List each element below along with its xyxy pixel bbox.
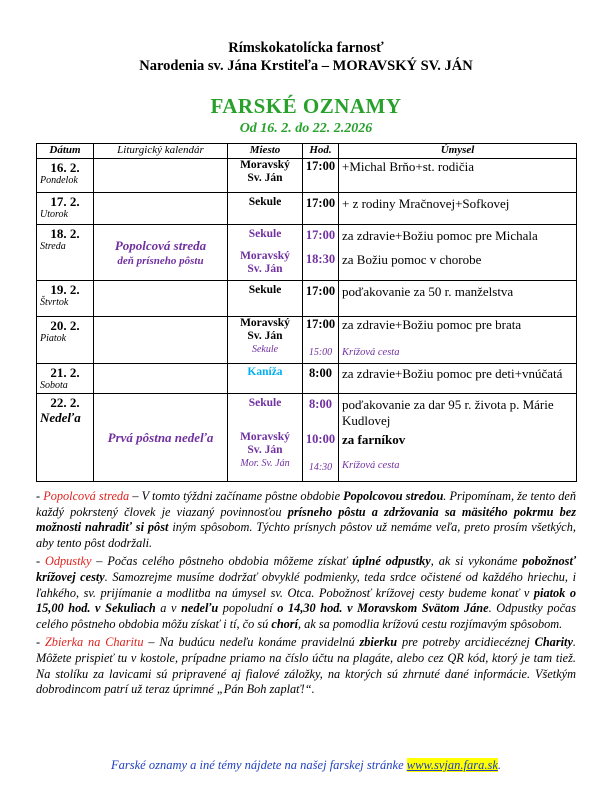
row-intention: poďakovanie za 50 r. manželstva [342, 284, 514, 299]
row-date: 17. 2. [50, 194, 80, 209]
row-time: 17:00 [305, 284, 336, 298]
row-time: 8:00 [309, 366, 332, 380]
date-range: Od 16. 2. do 22. 2.2026 [239, 121, 373, 136]
row-place: Sv. Ján [247, 444, 283, 456]
announcement-charity: - Zbierka na Charitu – Na budúcu nedeľu konáme pravidelnú zbierku pre potreby arcidiecéznej Charity. Môžete prispieť tu v kostole, prípadne priamo na číslo účtu na plagáte, alebo cez QR kód, ktorý je tam tiež. Na stolíku za lavicami sú pripravené aj fialové záložky, na ktorých sú zhrnuté dané informácie. Všetkým dobrodincom patrí už teraz úprimné „Pán Boh zaplať!“. [36, 635, 576, 697]
table-row [37, 225, 577, 281]
row-intention: poďakovanie za dar 95 r. života p. Márie [342, 397, 554, 412]
row-date: 20. 2. [50, 318, 80, 333]
announcement-text: – Počas celého pôstneho obdobia môžeme získať [91, 554, 353, 569]
row-place: Sekule [248, 196, 282, 208]
row-date: 21. 2. [50, 365, 80, 380]
row-intention: + z rodiny Mračnovej+Sofkovej [342, 196, 510, 211]
announcement-text: . Samozrejme musíme dodržať obvyklé podmienky, teda srdce očistené od každého hriechu, i ľahkého, sv. prijímanie a modlitba na úmysel sv. Otca. Pobožnosť krížovej cesty budeme konať v [36, 569, 576, 600]
announcement-text: , ak si vykonáme [430, 554, 523, 569]
row-intention: +Michal Brňo+st. rodičia [342, 159, 474, 174]
row-day: Pondelok [40, 175, 78, 186]
footer-text: Farské oznamy a iné témy nájdete na našej farskej stránke [111, 758, 407, 772]
row-place: Sekule [248, 397, 282, 409]
row-place: Moravský [240, 317, 290, 329]
announcement-text: Popolcovou stredou [343, 489, 444, 503]
announcement-text: nedeľu [181, 601, 219, 616]
liturgical-feast: Popolcová streda [114, 237, 207, 253]
row-time: 17:00 [305, 159, 336, 173]
parish-website-link[interactable]: www.svjan.fara.sk [406, 758, 498, 772]
row-place-secondary: Mor. Sv. Ján [240, 458, 290, 469]
row-intention: za Božiu pomoc v chorobe [342, 252, 482, 267]
table-header-row [37, 144, 577, 159]
row-time: 17:00 [305, 228, 336, 242]
footer [0, 758, 612, 773]
col-header-date: Dátum [37, 144, 94, 159]
row-place: Sekule [248, 228, 282, 240]
col-header-intention: Úmysel [339, 144, 577, 159]
row-time: 18:30 [305, 252, 336, 266]
row-place: Sv. Ján [247, 172, 283, 184]
announcement-text: , ak sa pomodlia krížovú cestu rozjímavým spôsobom. [298, 616, 563, 631]
row-day: Sobota [40, 380, 68, 391]
row-intention: za zdravie+Božiu pomoc pre deti+vnúčatá [342, 366, 563, 381]
announcement-ash-wednesday: - Popolcová streda – V tomto týždni začíname pôstne obdobie Popolcovou stredou. Pripomínam, že tento deň každý pokrstený človek je viazaný povinnosťou prísneho pôstu a zdržovania sa mäsitého pokrmu bez možnosti nahradiť si pôst iným spôsobom. Týchto prísnych pôstov už nemáme veľa, preto prosím všetkých, aby tento pôst dodržali. [36, 489, 577, 550]
announcement-text: a v [155, 601, 182, 616]
row-day: Utorok [40, 209, 68, 220]
announcement-text: zbierku [359, 635, 398, 650]
row-day: Štvrtok [40, 297, 69, 308]
col-header-hour: Hod. [303, 144, 339, 159]
announcement-text: . Odpustky počas celého pôstneho obdobia môžu získať i tí, čo sú [36, 601, 576, 631]
announcement-label: Popolcová streda [43, 489, 130, 503]
row-day: Streda [40, 241, 66, 252]
row-time: 10:00 [305, 432, 336, 446]
row-place-secondary: Sekule [251, 344, 279, 355]
announcement-text: o 14,30 hod. v Moravskom Svätom Jáne [277, 601, 489, 616]
row-intention: Kudlovej [342, 413, 391, 428]
table-row [37, 394, 577, 482]
announcement-text: . Pripomínam, že tento deň každý pokrstený človek je viazaný povinnosťou [36, 489, 576, 519]
row-date: 22. 2. [50, 395, 80, 410]
row-date: 16. 2. [50, 160, 80, 175]
announcement-text: pre potreby arcidiecéznej [397, 635, 535, 650]
announcement-text: popoludní [218, 601, 278, 616]
parish-name: Rímskokatolícka farnosť [228, 40, 384, 56]
row-time: 17:00 [305, 317, 336, 331]
parish-subtitle: Narodenia sv. Jána Krstiteľa – MORAVSKÝ SV. JÁN [139, 58, 473, 74]
row-time-secondary: 14:30 [308, 462, 333, 473]
row-intention-secondary: Krížová cesta [342, 460, 400, 471]
row-place: Kaníža [247, 366, 283, 378]
row-place: Sv. Ján [247, 330, 283, 342]
row-place: Moravský [240, 431, 290, 443]
table-row [37, 159, 577, 193]
page-title: FARSKÉ OZNAMY [210, 94, 402, 118]
row-intention: za zdravie+Božiu pomoc pre brata [342, 317, 522, 332]
col-header-liturgical: Liturgický kalendár [94, 144, 228, 159]
row-intention-secondary: Krížová cesta [342, 347, 400, 358]
announcement-label: Zbierka na Charitu [44, 635, 144, 650]
row-time-secondary: 15:00 [308, 347, 333, 358]
row-day: Nedeľa [40, 410, 81, 425]
announcement-indulgences: - Odpustky – Počas celého pôstneho obdobia môžeme získať úplné odpustky, ak si vykonáme pobožnosť krížovej cesty. Samozrejme musíme dodržať obvyklé podmienky, teda srdce očistené od každého hriechu, i ľahkého, sv. prijímanie a modlitba na úmysel sv. Otca. Pobožnosť krížovej cesty budeme konať v piatok o 15,00 hod. v Sekuliach a v nedeľu popoludní o 14,30 hod. v Moravskom Svätom Jáne. Odpustky počas celého pôstneho obdobia môžu získať i tí, čo sú chorí, ak sa pomodlia krížovú cestu rozjímavým spôsobom. [36, 554, 576, 631]
row-day: Piatok [40, 333, 67, 344]
row-time: 17:00 [305, 196, 336, 210]
announcements [36, 489, 576, 701]
announcement-text: piatok o 15,00 hod. v Sekuliach [36, 585, 576, 616]
announcement-label: Odpustky [44, 554, 92, 569]
row-place: Sekule [248, 284, 282, 296]
announcement-text: . Môžete prispieť tu v kostole, prípadne priamo na číslo účtu na plagáte, alebo cez QR kód, ktorý je tam tiež. Na stolíku za lavicami sú pripravené aj fialové záložky, na ktorých sú zhrnuté dané informácie. Všetkým dobrodincom patrí už teraz úprimné „Pán Boh zaplať!“. [36, 635, 576, 697]
row-date: 19. 2. [50, 282, 80, 297]
announcement-text: úplné odpustky [352, 554, 431, 569]
col-header-place: Miesto [228, 144, 303, 159]
schedule-table [36, 143, 577, 482]
footer-text: . [497, 758, 501, 772]
table-row [37, 193, 577, 225]
row-intention: za zdravie+Božiu pomoc pre Michala [342, 228, 538, 243]
row-place: Moravský [240, 159, 290, 171]
announcement-text: prísneho pôstu a zdržovania sa mäsitého pokrmu bez možnosti nahradiť si pôst [36, 504, 577, 535]
announcement-text: iným spôsobom. Týchto prísnych pôstov už nemáme veľa, preto prosím všetkých, aby tento pôst dodržali. [36, 520, 576, 550]
announcement-text: pobožnosť krížovej cesty [36, 554, 576, 584]
row-time: 8:00 [309, 397, 332, 411]
row-date: 18. 2. [50, 226, 80, 241]
announcement-text: – V tomto týždni začíname pôstne obdobie [129, 489, 344, 503]
row-intention: za farníkov [342, 432, 406, 447]
row-place: Sv. Ján [247, 263, 283, 275]
announcement-text: Charity [534, 635, 573, 650]
row-place: Moravský [240, 250, 290, 262]
liturgical-note: deň prísneho pôstu [117, 254, 204, 267]
announcement-text: – Na budúcu nedeľu konáme pravidelnú [143, 635, 360, 650]
liturgical-feast: Prvá pôstna nedeľa [107, 429, 214, 445]
announcement-text: chorí [271, 616, 299, 631]
table-row [37, 364, 577, 394]
table-row [37, 281, 577, 317]
table-row [37, 317, 577, 364]
